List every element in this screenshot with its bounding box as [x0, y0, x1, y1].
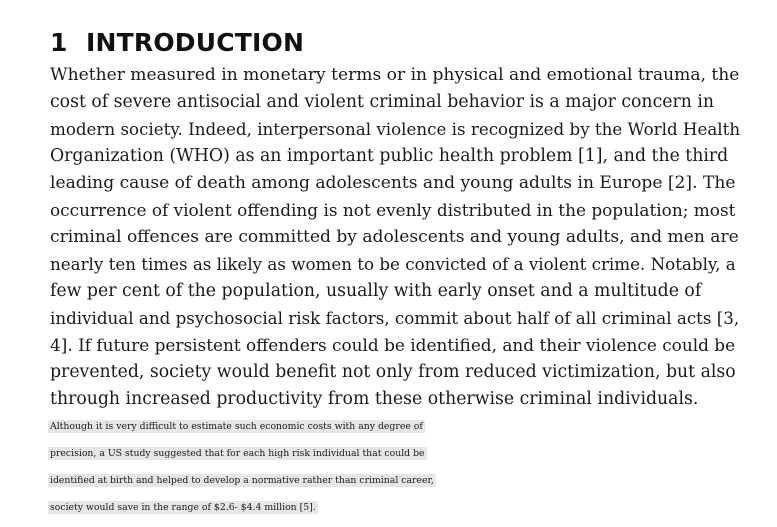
paragraph-line: individual and psychosocial risk factors, commit about half of all criminal acts [3, — [50, 308, 740, 328]
paragraph-line: Whether measured in monetary terms or in physical and emotional trauma, the — [50, 65, 740, 85]
section-heading — [50, 26, 740, 60]
text-selection: Although it is very difficult to estimate such economic costs with any degree of — [50, 421, 423, 432]
introduction-paragraph — [50, 62, 740, 521]
paragraph-line: Organization (WHO) as an important public health problem [1], and the third — [50, 146, 729, 166]
paragraph-line: modern society. Indeed, interpersonal violence is recognized by the World Health — [50, 119, 741, 139]
highlighted-line[interactable] — [48, 467, 740, 494]
paragraph-line: occurrence of violent offending is not evenly distributed in the population; most — [50, 200, 736, 220]
highlighted-line[interactable] — [48, 440, 740, 467]
paragraph-line: cost of severe antisocial and violent criminal behavior is a major concern in — [50, 92, 715, 112]
paragraph-line: nearly ten times as likely as women to be convicted of a violent crime. Notably, a — [50, 254, 736, 274]
paragraph-line: leading cause of death among adolescents and young adults in Europe [2]. The — [50, 173, 736, 193]
text-selection: precision, a US study suggested that for each high risk individual that could be — [50, 448, 425, 459]
document-page — [50, 26, 740, 521]
paragraph-line: prevented, society would benefit not only from reduced victimization, but also — [50, 362, 736, 382]
paragraph-line: 4]. If future persistent offenders could be identified, and their violence could be — [50, 335, 736, 355]
highlighted-line[interactable] — [48, 494, 740, 521]
paragraph-line: through increased productivity from these otherwise criminal individuals. — [50, 389, 699, 409]
section-title: INTRODUCTION — [86, 28, 305, 57]
section-number: 1 — [50, 28, 68, 57]
text-selection: identified at birth and helped to develop a normative rather than criminal career, — [50, 475, 434, 486]
paragraph-line: criminal offences are committed by adolescents and young adults, and men are — [50, 227, 739, 247]
highlighted-line[interactable] — [48, 413, 740, 440]
paragraph-line: few per cent of the population, usually with early onset and a multitude of — [50, 281, 702, 301]
text-selection: society would save in the range of $2.6- $4.4 million [5]. — [50, 502, 316, 513]
